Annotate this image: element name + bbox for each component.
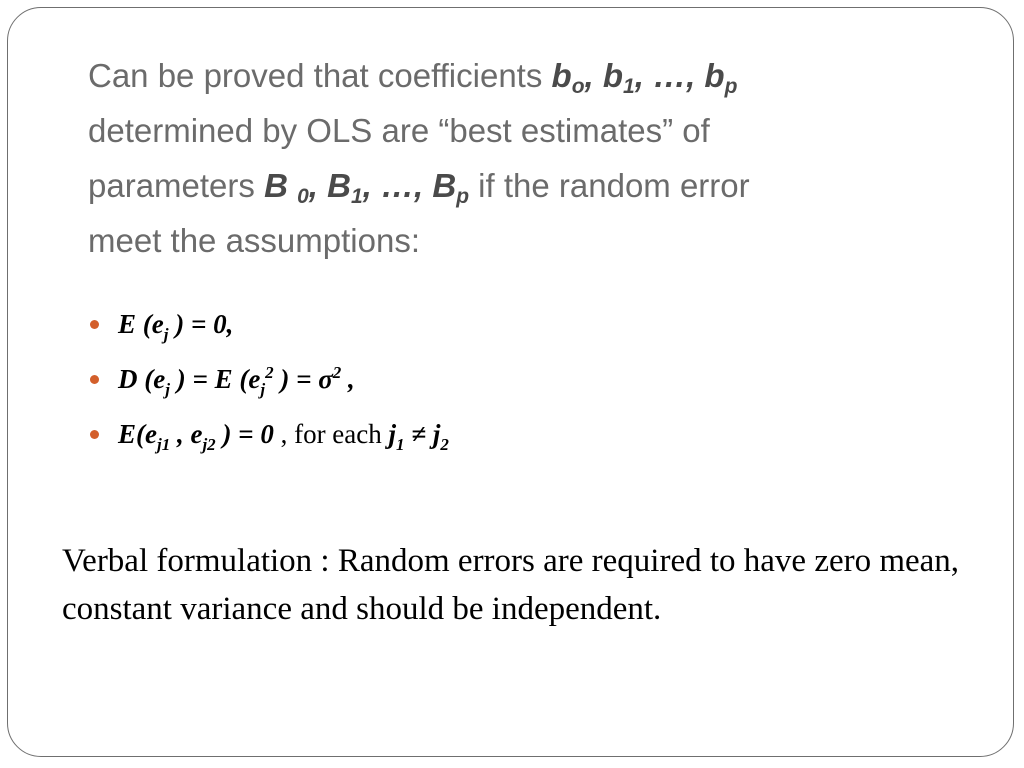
parameter-Bp: $B_p$ — [432, 167, 470, 208]
title-sep: , — [308, 167, 328, 204]
title-line-2: determined by OLS are “best estimates” of — [88, 112, 710, 149]
title-sep: , — [584, 57, 603, 94]
title-line-4: meet the assumptions: — [88, 222, 420, 259]
title-intro-text: Can be proved that coefficients — [88, 57, 552, 94]
parameter-B0: B $_0$ — [264, 167, 309, 208]
assumption-list — [88, 300, 449, 465]
slide-title — [88, 48, 908, 268]
title-sep: , — [634, 57, 654, 94]
bullet-dot-icon — [90, 320, 99, 329]
title-params-word: parameters — [88, 167, 265, 204]
assumption-independence: $E(e_{j1}$ , $e_{j2}$ ) = 0 , for each $j_1 \ne j_2$ — [118, 419, 449, 454]
bullet-dot-icon — [90, 430, 99, 439]
coefficient-b0: $b_o$ — [551, 57, 585, 98]
coefficient-b1: $b_1$ — [602, 57, 635, 98]
title-sep: , — [362, 167, 381, 204]
verbal-formulation: Verbal formulation : Random errors are required to have zero mean, constant variance and should be independent. — [62, 543, 960, 627]
parameter-B1: $B_1$ — [327, 167, 363, 208]
title-ellipsis: …, — [653, 57, 705, 94]
list-item — [88, 300, 449, 355]
bullet-dot-icon — [90, 375, 99, 384]
list-item — [88, 355, 449, 410]
coefficient-bp: $b_p$ — [704, 57, 738, 98]
assumption-constant-variance: D ($e_j$ ) = E ($e_j^2$ ) = $\sigma^2$ , — [118, 363, 355, 399]
title-ellipsis: …, — [381, 167, 433, 204]
title-tail-text: if the random error — [469, 167, 750, 204]
list-item — [88, 410, 449, 465]
assumption-zero-mean: E ($e_j$ ) = 0, — [118, 309, 234, 344]
